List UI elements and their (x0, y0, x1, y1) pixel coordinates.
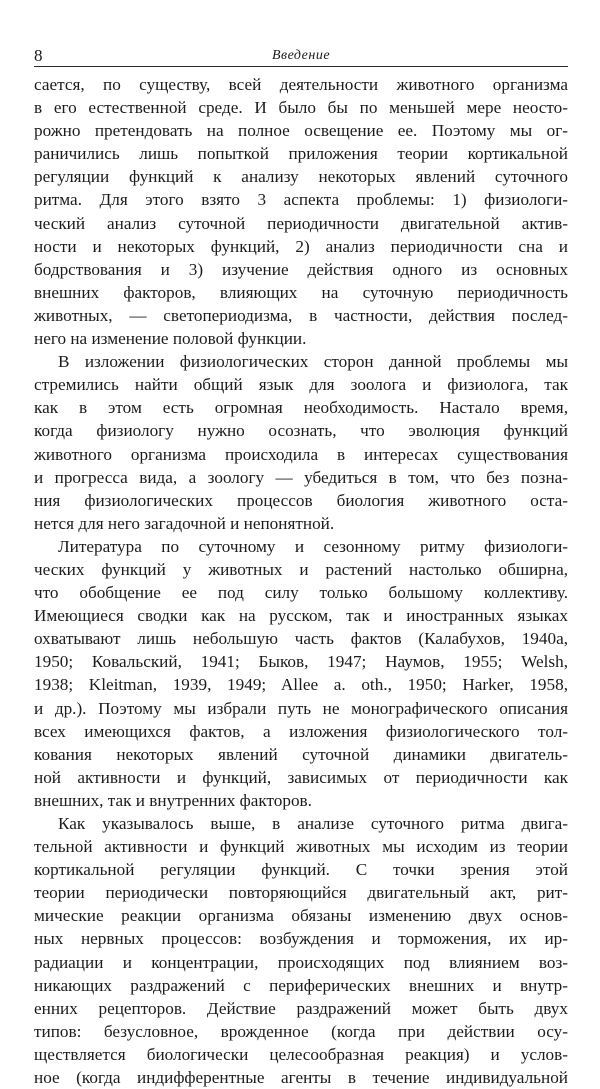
body-text (34, 73, 568, 1089)
text-line: 1938; Kleitman, 1939, 1949; Allee a. oth., 1950; Harker, 1958, (34, 675, 568, 695)
text-line: теории периодически повторяющийся двигательный акт, рит- (34, 883, 568, 903)
text-line: животных, — светопериодизма, в частности, действия послед- (34, 305, 568, 325)
page-header (34, 40, 568, 67)
text-line: всех имеющихся фактов, а изложения физиологического тол- (34, 721, 568, 741)
running-title: Введение (271, 48, 331, 63)
text-line: ности и некоторых функций, 2) анализ периодичности сна и (34, 236, 568, 256)
book-page (34, 40, 568, 1089)
text-line: что обобщение ее под силу только большому коллективу. (34, 583, 568, 603)
paragraph (34, 350, 568, 535)
text-line: регуляции функций к анализу некоторых явлений суточного (34, 167, 568, 187)
text-line: мические реакции организма обязаны изменению двух основ- (34, 906, 568, 926)
text-line: енних рецепторов. Действие раздражений может быть двух (34, 998, 568, 1018)
page-number: 8 (34, 46, 43, 65)
text-line: 1950; Ковальский, 1941; Быков, 1947; Наумов, 1955; Welsh, (34, 652, 568, 672)
text-line: ния физиологических процессов биология животного оста- (34, 490, 568, 510)
text-line: типов: безусловное, врожденное (когда при действии осу- (34, 1021, 568, 1041)
text-line: когда физиологу нужно осознать, что эволюция функций (34, 421, 568, 441)
text-line: как в этом есть огромная необходимость. Настало время, (34, 398, 568, 418)
paragraph (34, 812, 568, 1089)
text-line: внешних, так и внутренних факторов. (34, 790, 312, 810)
text-line: кования некоторых явлений суточной динамики двигатель- (34, 744, 568, 764)
text-line: в его естественной среде. И было бы по меньшей мере неосто- (34, 98, 568, 118)
text-line: ных нервных процессов: возбуждения и торможения, их ир- (34, 929, 568, 949)
text-line: ческих функций у животных и растений настолько обширна, (34, 559, 568, 579)
text-line: радиации и концентрации, происходящих под влиянием воз- (34, 952, 568, 972)
text-line: В изложении физиологических сторон данной проблемы мы (58, 352, 568, 372)
text-line: рожно претендовать на полное освещение ее. Поэтому мы ог- (34, 121, 568, 141)
text-line: Как указывалось выше, в анализе суточного ритма двига- (58, 814, 568, 833)
text-line: тельной активности и функций животных мы исходим из теории (34, 837, 568, 857)
text-line: охватывают лишь небольшую часть фактов (Калабухов, 1940а, (34, 629, 568, 649)
text-line: стремились найти общий язык для зоолога и физиолога, так (34, 375, 568, 395)
text-line: ритма. Для этого взято 3 аспекта проблемы: 1) физиологи- (34, 190, 568, 210)
text-line: сается, по существу, всей деятельности животного организма (34, 75, 568, 94)
text-line: и др.). Поэтому мы избрали путь не монографического описания (34, 698, 568, 718)
text-line: животного организма происходила в интересах существования (34, 444, 568, 464)
text-line: ной активности и функций, зависимых от периодичности как (34, 767, 568, 787)
text-line: Имеющиеся сводки как на русском, так и иностранных языках (34, 606, 568, 626)
text-line: нется для него загадочной и непонятной. (34, 513, 335, 533)
text-line: ществляется биологически целесообразная реакция) и услов- (34, 1044, 568, 1064)
text-line: никающих раздражений с периферических внешних и внутр- (34, 975, 568, 995)
text-line: раничились лишь попыткой приложения теории кортикальной (34, 144, 568, 164)
text-line: бодрствования и 3) изучение действия одного из основных (34, 259, 568, 279)
text-line: ное (когда индифферентные агенты в течение индивидуальной (34, 1068, 568, 1088)
text-line: ческий анализ суточной периодичности двигательной актив- (34, 213, 568, 233)
text-line: внешних факторов, влияющих на суточную периодичность (34, 282, 568, 302)
text-line: Литература по суточному и сезонному ритму физиологи- (58, 536, 568, 556)
text-line: кортикальной регуляции функций. С точки зрения этой (34, 860, 568, 880)
text-line: него на изменение половой функции. (34, 329, 307, 349)
paragraph (34, 535, 568, 812)
text-line: и прогресса вида, а зоологу — убедиться в том, что без позна- (34, 467, 568, 487)
paragraph (34, 73, 568, 350)
